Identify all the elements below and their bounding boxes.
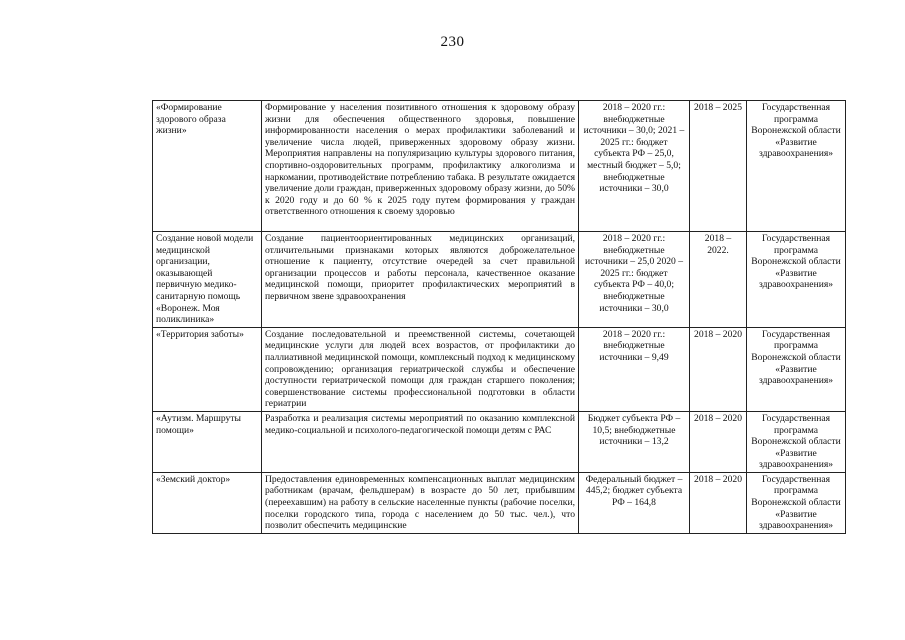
funding-cell: Федеральный бюджет – 445,2; бюджет субъекта РФ – 164,8 bbox=[579, 472, 690, 533]
project-description-cell: Разработка и реализация системы мероприятий по оказанию комплексной медико-социальной и психолого-педагогической помощи детям с РАС bbox=[262, 411, 579, 472]
program-cell: Государственная программа Воронежской области «Развитие здравоохранения» bbox=[747, 232, 846, 328]
program-cell: Государственная программа Воронежской области «Развитие здравоохранения» bbox=[747, 101, 846, 232]
table-row bbox=[153, 472, 846, 533]
years-cell: 2018 – 2020 bbox=[690, 327, 747, 411]
project-name-cell: «Формирование здорового образа жизни» bbox=[153, 101, 262, 232]
years-cell: 2018 – 2025 bbox=[690, 101, 747, 232]
program-cell: Государственная программа Воронежской области «Развитие здравоохранения» bbox=[747, 327, 846, 411]
project-name-cell: Создание новой модели медицинской организации, оказывающей первичную медико-санитарную помощь «Воронеж. Моя поликлиника» bbox=[153, 232, 262, 328]
funding-cell: 2018 – 2020 гг.: внебюджетные источники – 30,0; 2021 – 2025 гг.: бюджет субъекта РФ – 25,0, местный бюджет – 5,0; внебюджетные источники – 30,0 bbox=[579, 101, 690, 232]
project-name-cell: «Аутизм. Маршруты помощи» bbox=[153, 411, 262, 472]
funding-cell: 2018 – 2020 гг.: внебюджетные источники – 9,49 bbox=[579, 327, 690, 411]
project-description-cell: Формирование у населения позитивного отношения к здоровому образу жизни для обеспечения общественного здоровья, повышение информированности населения о мерах профилактики заболеваний и увеличение числа людей, приверженных здоровому образу жизни. Мероприятия направлены на популяризацию культуры здорового питания, спортивно-оздоровительных программ, профилактику алкоголизма и наркомании, противодействие потреблению табака. В результате ожидается увеличение доли граждан, приверженных здоровому образу жизни, до 50% к 2020 году и до 60 % к 2025 году путем формирования у граждан ответственного отношения к своему здоровью bbox=[262, 101, 579, 232]
program-cell: Государственная программа Воронежской области «Развитие здравоохранения» bbox=[747, 472, 846, 533]
project-description-cell: Создание пациентоориентированных медицинских организаций, отличительными признаками которых являются доброжелательное отношение к пациенту, отсутствие очередей за счет правильной организации процессов и работы персонала, качественное оказание медицинской помощи, приоритет профилактических мероприятий в первичном звене здравоохранения bbox=[262, 232, 579, 328]
years-cell: 2018 – 2020 bbox=[690, 472, 747, 533]
table-row bbox=[153, 232, 846, 328]
years-cell: 2018 – 2020 bbox=[690, 411, 747, 472]
funding-cell: Бюджет субъекта РФ – 10,5; внебюджетные источники – 13,2 bbox=[579, 411, 690, 472]
table-row bbox=[153, 101, 846, 232]
page-number: 230 bbox=[440, 34, 465, 50]
table-row bbox=[153, 411, 846, 472]
programs-table bbox=[152, 100, 846, 534]
table-row bbox=[153, 327, 846, 411]
project-name-cell: «Земский доктор» bbox=[153, 472, 262, 533]
project-description-cell: Создание последовательной и преемственной системы, сочетающей медицинские услуги для людей всех возрастов, от профилактики до паллиативной медицинской помощи, комплексный подход к медицинскому сопровождению; организация гериатрической службы и обеспечение доступности гериатрической помощи для граждан старшего поколения; совершенствование системы профессиональной подготовки в области гериатрии bbox=[262, 327, 579, 411]
funding-cell: 2018 – 2020 гг.: внебюджетные источники – 25,0 2020 – 2025 гг.: бюджет субъекта РФ – 40,0; внебюджетные источники – 30,0 bbox=[579, 232, 690, 328]
project-name-cell: «Территория заботы» bbox=[153, 327, 262, 411]
years-cell: 2018 – 2022. bbox=[690, 232, 747, 328]
project-description-cell: Предоставления единовременных компенсационных выплат медицинским работникам (врачам, фельдшерам) в возрасте до 50 лет, прибывшим (переехавшим) на работу в сельские населенные пункты (рабочие поселки, поселки городского типа, города с населением до 50 тыс. чел.), что позволит обеспечить медицинские bbox=[262, 472, 579, 533]
program-cell: Государственная программа Воронежской области «Развитие здравоохранения» bbox=[747, 411, 846, 472]
